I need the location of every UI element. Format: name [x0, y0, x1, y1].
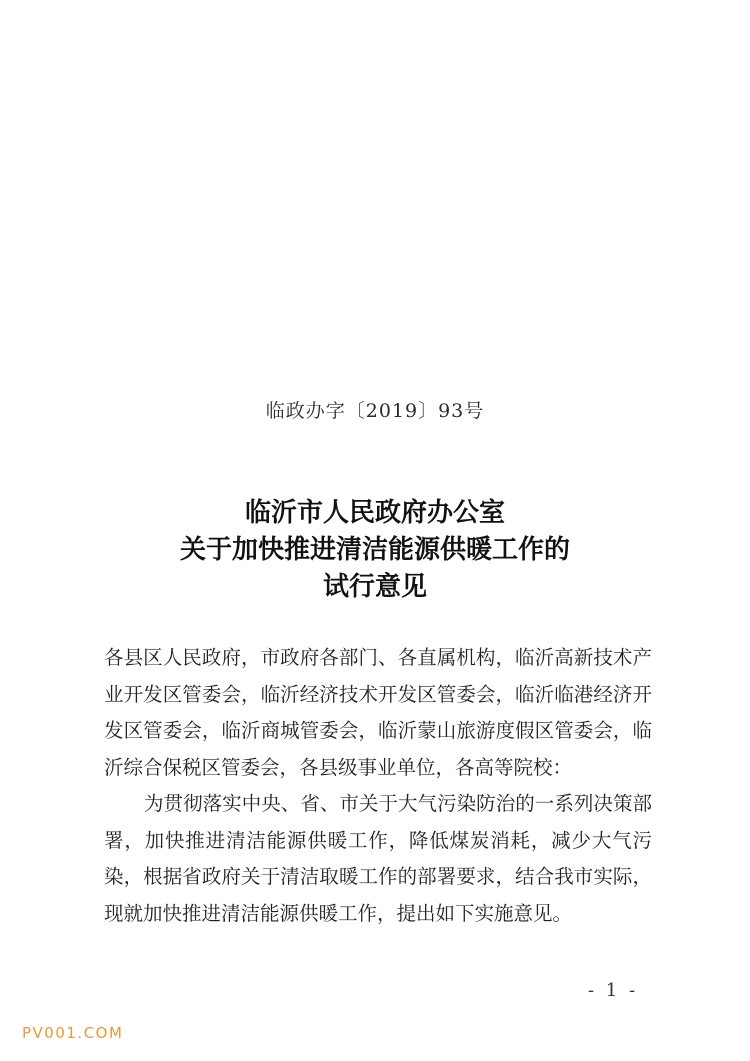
title-line-2: 关于加快推进清洁能源供暖工作的 — [179, 535, 570, 565]
document-number: 临政办字〔2019〕93号 — [265, 400, 485, 422]
salutation-paragraph: 各县区人民政府，市政府各部门、各直属机构，临沂高新技术产业开发区管委会，临沂经济技术开发区管委会，临沂临港经济开发区管委会，临沂商城管委会，临沂蒙山旅游度假区管委会，临沂综合保税区管委会，各县级事业单位，各高等院校： — [104, 646, 652, 779]
document-body — [104, 640, 652, 932]
site-watermark: PV001.COM — [22, 1024, 124, 1042]
intro-paragraph: 为贯彻落实中央、省、市关于大气污染防治的一系列决策部署，加快推进清洁能源供暖工作，降低煤炭消耗，减少大气污染，根据省政府关于清洁取暖工作的部署要求，结合我市实际，现就加快推进清洁能源供暖工作，提出如下实施意见。 — [104, 792, 652, 925]
page-number: - 1 - — [588, 980, 639, 1001]
title-line-3: 试行意见 — [322, 572, 427, 602]
document-title — [0, 495, 750, 606]
title-line-1: 临沂市人民政府办公室 — [244, 498, 505, 528]
